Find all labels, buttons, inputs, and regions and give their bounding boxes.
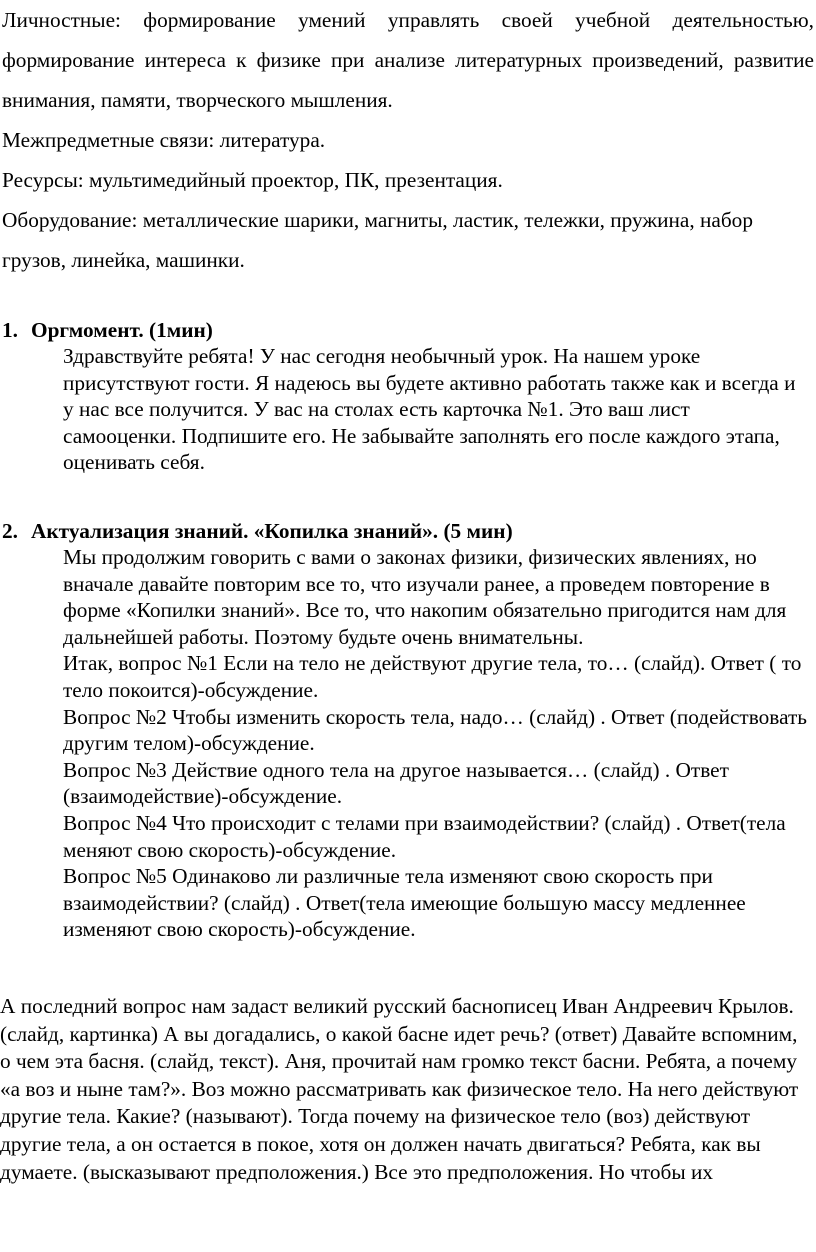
question-2: Вопрос №2 Чтобы изменить скорость тела, надо… (слайд) . Ответ (подействовать другим телом)-обсуждение. (63, 704, 807, 756)
question-4: Вопрос №4 Что происходит с телами при взаимодействии? (слайд) . Ответ(тела меняют свою скорость)-обсуждение. (63, 810, 786, 862)
equipment: Оборудование: металлические шарики, магниты, ластик, тележки, пружина, набор грузов, линейка, машинки. (2, 208, 753, 272)
section-title: Актуализация знаний. «Копилка знаний». (5 мин) (31, 519, 513, 543)
section-heading (2, 518, 814, 544)
interdisciplinary-links: Межпредметные связи: литература. (2, 128, 326, 152)
intro-paragraph: Мы продолжим говорить с вами о законах физики, физических явлениях, но вначале давайте повторим все то, что изучали ранее, а проведем повторение в форме «Копилки знаний». Все то, что накопим обязательно пригодится нам для дальнейшей работы. Поэтому будьте очень внимательны. (63, 545, 787, 649)
section-organizational-moment (2, 317, 814, 476)
section-number: 2. (2, 519, 18, 543)
question-3: Вопрос №3 Действие одного тела на другое называется… (слайд) . Ответ (взаимодействие)-обсуждение. (63, 757, 729, 809)
section-title: Оргмомент. (1мин) (31, 318, 213, 342)
section-body (63, 343, 808, 476)
section-heading (2, 317, 814, 343)
closing-paragraph: А последний вопрос нам задаст великий русский баснописец Иван Андреевич Крылов. (слайд, картинка) А вы догадались, о какой басне идет речь? (ответ) Давайте вспомним, о чем эта басня. (слайд, текст). Аня, прочитай нам громко текст басни. Ребята, а почему «а воз и ныне там?». Воз можно рассматривать как физическое тело. На него действуют другие тела. Какие? (называют). Тогда почему на физическое тело (воз) действуют другие тела, а он остается в покое, хотя он должен начать двигаться? Ребята, как вы думаете. (высказывают предположения.) Все это предположения. Но чтобы их (0, 994, 799, 1184)
question-1: Итак, вопрос №1 Если на тело не действуют другие тела, то… (слайд). Ответ ( то тело покоится)-обсуждение. (63, 651, 802, 702)
section-knowledge-update (2, 518, 814, 943)
section-paragraph: Здравствуйте ребята! У нас сегодня необычный урок. На нашем уроке присутствуют гости. Я надеюсь вы будете активно работать также как и всегда и у нас все получится. У вас на столах есть карточка №1. Это ваш лист самооценки. Подпишите его. Не забывайте заполнять его после каждого этапа, оценивать себя. (63, 344, 796, 475)
personal-goals: Личностные: формирование умений управлять своей учебной деятельностью, формирование интереса к физике при анализе литературных произведений, развитие внимания, памяти, творческого мышления. (2, 8, 814, 112)
lesson-goals (2, 0, 814, 280)
question-5: Вопрос №5 Одинаково ли различные тела изменяют свою скорость при взаимодействии? (слайд) . Ответ(тела имеющие большую массу медленнее изменяют свою скорость)-обсуждение. (63, 864, 746, 942)
section-body (63, 544, 808, 943)
resources: Ресурсы: мультимедийный проектор, ПК, презентация. (2, 168, 503, 192)
section-number: 1. (2, 318, 18, 342)
